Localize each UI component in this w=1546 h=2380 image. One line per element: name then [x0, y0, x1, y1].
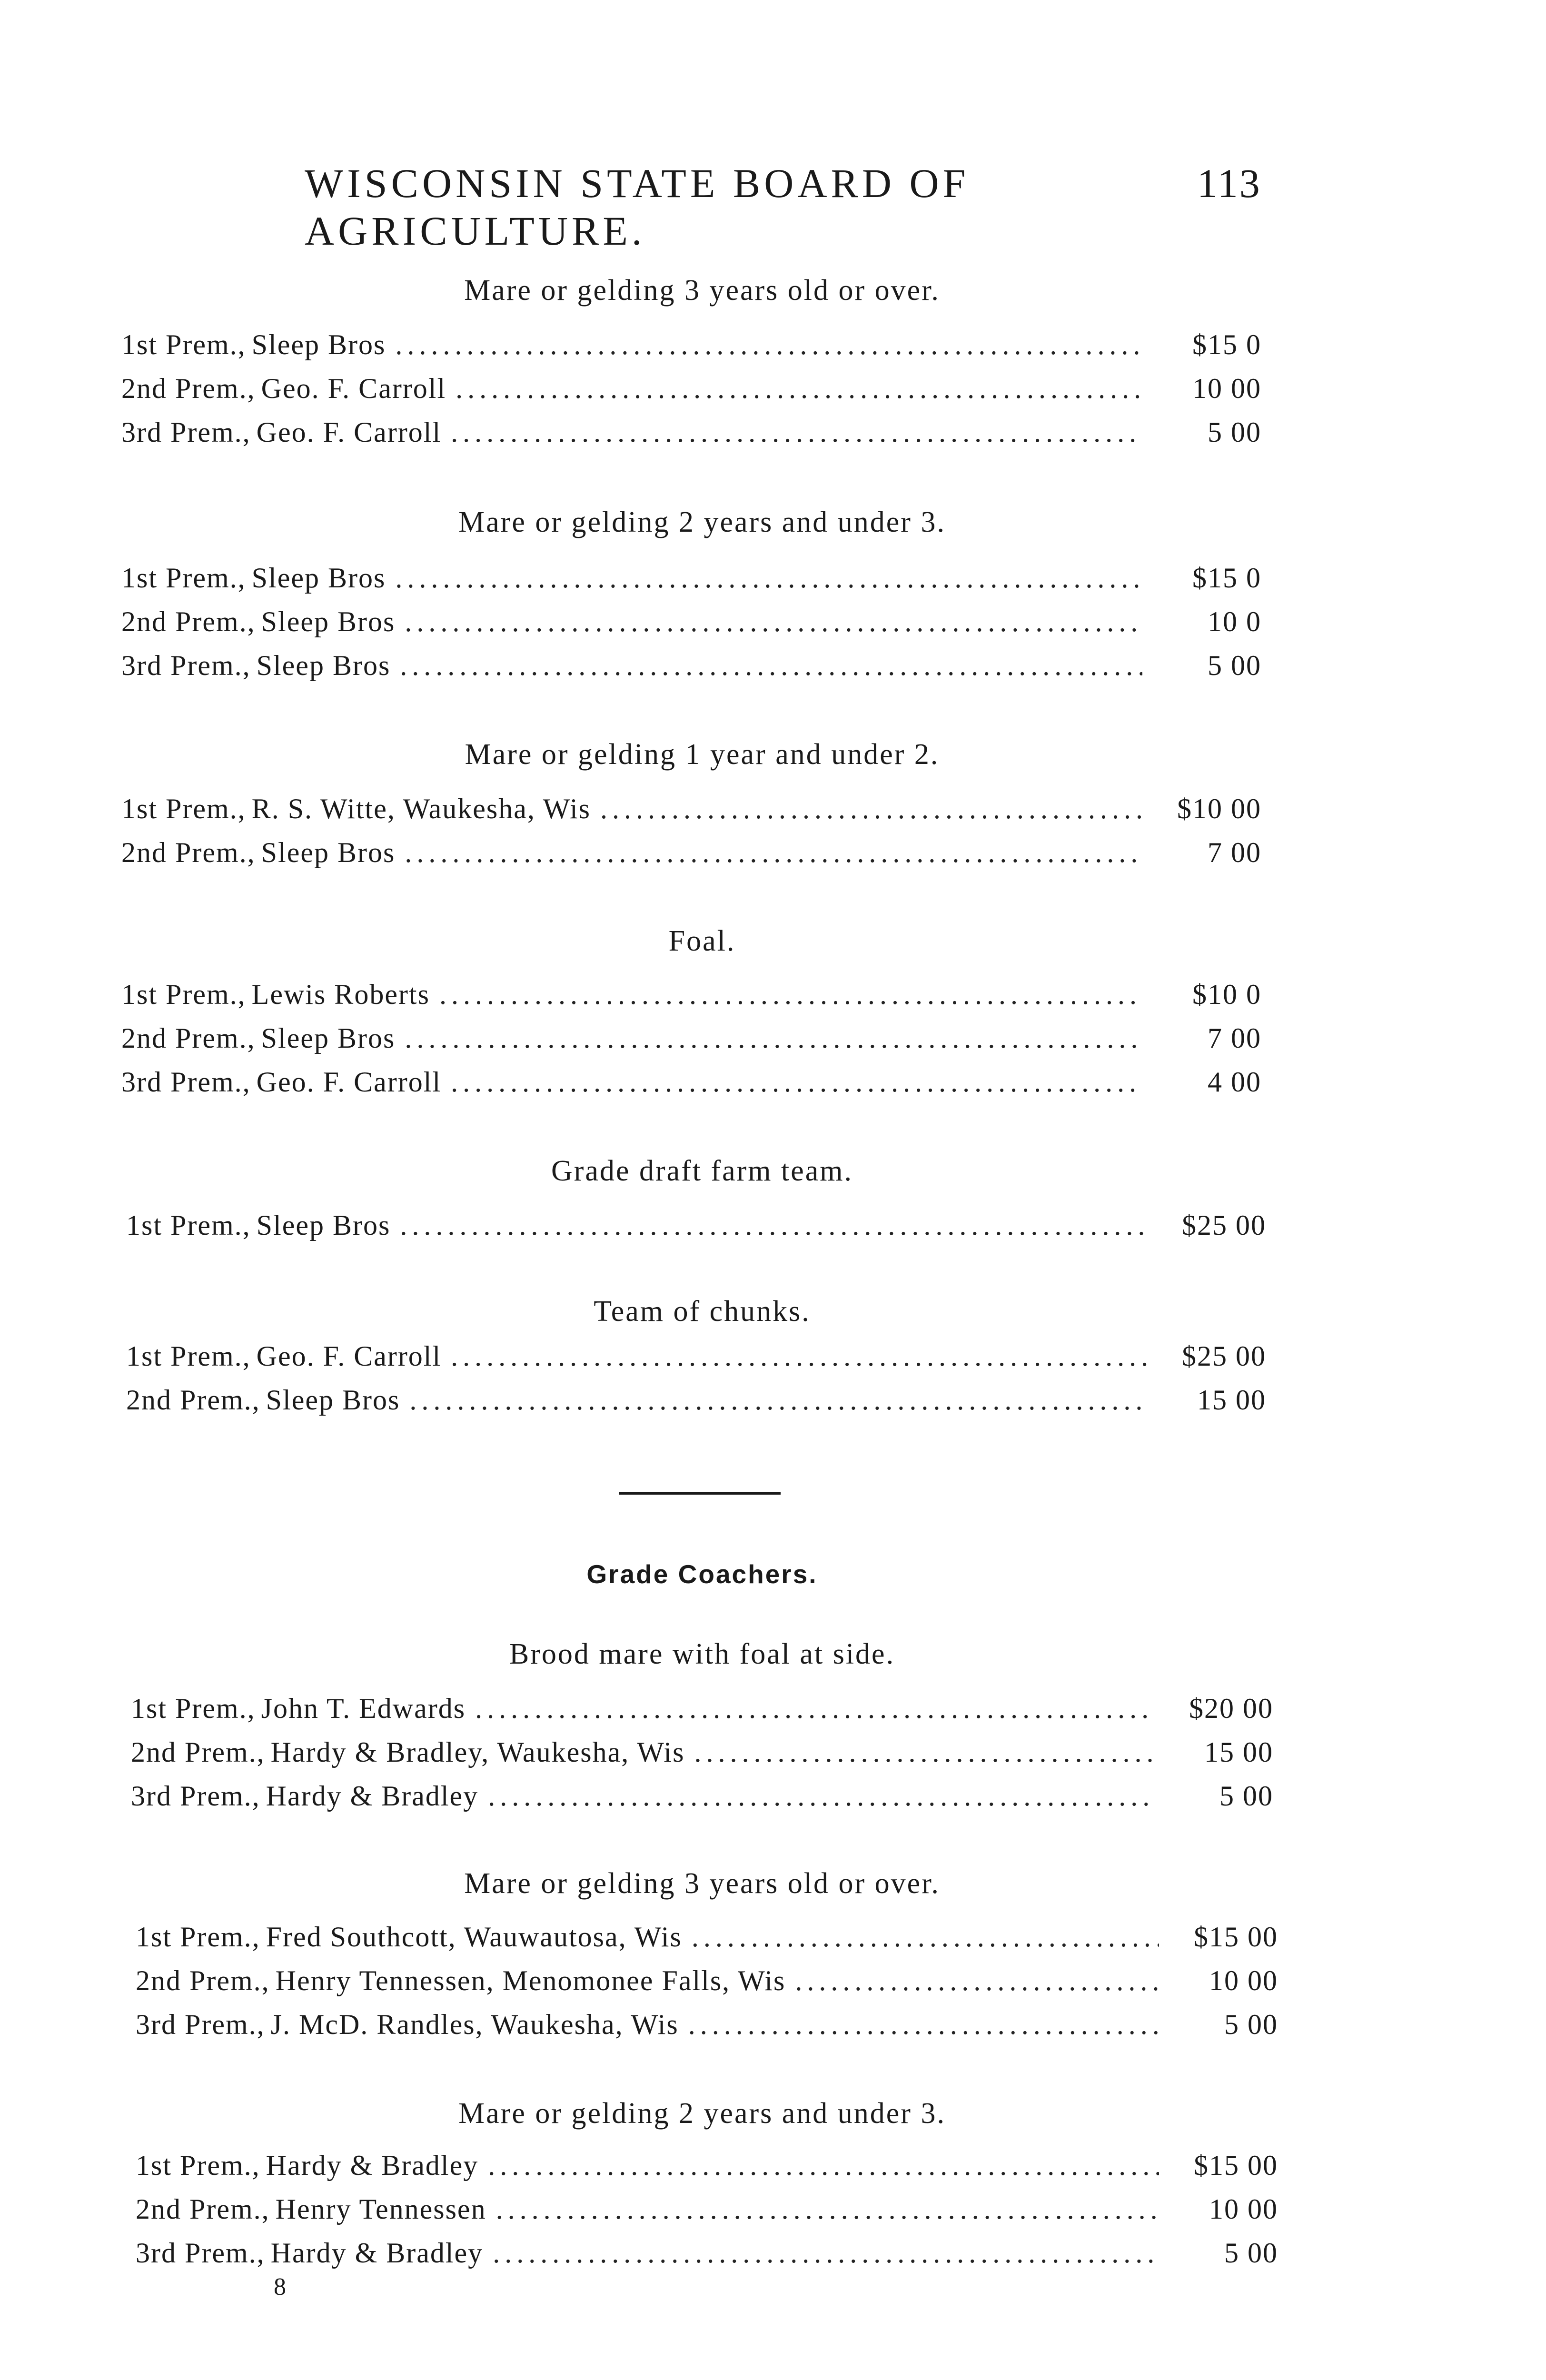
- premium-rank: 1st Prem.,: [126, 1210, 251, 1241]
- exhibitor-name: Sleep Bros: [256, 1210, 391, 1241]
- premium-amount: $25 00: [1182, 1340, 1266, 1372]
- dot-leader: [688, 2008, 1159, 2041]
- premium-entry: [121, 1022, 1261, 1055]
- premium-amount: $15 00: [1194, 2150, 1278, 2181]
- exhibitor-name: Henry Tennessen: [275, 2193, 486, 2225]
- exhibitor-name: Hardy & Bradley, Waukesha, Wis: [270, 1736, 685, 1768]
- premium-entry: [136, 1921, 1278, 1954]
- premium-entry: [136, 2237, 1278, 2270]
- exhibitor-name: Sleep Bros: [251, 329, 386, 360]
- premium-entry: [131, 1780, 1273, 1813]
- dot-leader: [395, 562, 1142, 595]
- premium-amount: 15 00: [1204, 1736, 1273, 1768]
- running-head-title: WISCONSIN STATE BOARD OF AGRICULTURE.: [305, 160, 970, 254]
- section-heading: Brood mare with foal at side.: [509, 1638, 895, 1670]
- exhibitor-name: Geo. F. Carroll: [261, 373, 446, 404]
- premium-entry: [121, 836, 1261, 869]
- premium-rank: 3rd Prem.,: [121, 1066, 251, 1098]
- exhibitor-name: Hardy & Bradley: [270, 2237, 484, 2269]
- exhibitor-name: Sleep Bros: [266, 1384, 400, 1416]
- premium-amount: $10 00: [1177, 793, 1261, 824]
- exhibitor-name: Sleep Bros: [251, 562, 386, 594]
- dot-leader: [439, 978, 1142, 1011]
- premium-amount: 7 00: [1208, 837, 1261, 868]
- dot-leader: [475, 1692, 1154, 1725]
- premium-amount: 5 00: [1219, 1780, 1273, 1812]
- premium-amount: 5 00: [1208, 650, 1261, 681]
- section-heading: Mare or gelding 1 year and under 2.: [465, 738, 940, 771]
- dot-leader: [405, 605, 1142, 638]
- premium-amount: 5 00: [1208, 416, 1261, 448]
- dot-leader: [795, 1964, 1159, 1997]
- premium-rank: 2nd Prem.,: [131, 1736, 265, 1768]
- exhibitor-name: Sleep Bros: [261, 606, 396, 637]
- dot-leader: [405, 1022, 1142, 1055]
- premium-amount: 7 00: [1208, 1022, 1261, 1054]
- dot-leader: [400, 649, 1142, 682]
- premium-amount: 10 00: [1209, 2193, 1278, 2225]
- premium-rank: 2nd Prem.,: [121, 606, 256, 637]
- premium-entry: [136, 2193, 1278, 2226]
- premium-entry: [121, 793, 1261, 825]
- premium-entry: [136, 2008, 1278, 2041]
- section-heading: Mare or gelding 2 years and under 3.: [458, 2097, 946, 2130]
- exhibitor-name: Hardy & Bradley: [266, 1780, 479, 1812]
- premium-entry: [136, 2149, 1278, 2182]
- premium-amount: 5 00: [1224, 2237, 1278, 2269]
- premium-amount: 4 00: [1208, 1066, 1261, 1098]
- premium-rank: 2nd Prem.,: [121, 373, 256, 404]
- premium-amount: 5 00: [1224, 2009, 1278, 2040]
- premium-rank: 1st Prem.,: [121, 979, 246, 1010]
- premium-amount: $10 0: [1192, 979, 1261, 1010]
- section-heading: Grade draft farm team.: [551, 1155, 853, 1187]
- premium-rank: 2nd Prem.,: [136, 2193, 270, 2225]
- premium-rank: 1st Prem.,: [121, 329, 246, 360]
- dot-leader: [692, 1921, 1159, 1954]
- exhibitor-name: Lewis Roberts: [251, 979, 430, 1010]
- premium-entry: [126, 1340, 1266, 1373]
- premium-amount: 10 0: [1208, 606, 1261, 637]
- dot-leader: [409, 1384, 1147, 1417]
- dot-leader: [400, 1209, 1147, 1242]
- dot-leader: [395, 328, 1142, 361]
- section-divider: [619, 1492, 781, 1495]
- exhibitor-name: Sleep Bros: [261, 837, 396, 868]
- dot-leader: [488, 2149, 1159, 2182]
- premium-entry: [121, 416, 1261, 449]
- exhibitor-name: John T. Edwards: [261, 1693, 466, 1724]
- premium-entry: [126, 1209, 1266, 1242]
- premium-entry: [121, 978, 1261, 1011]
- premium-entry: [131, 1736, 1273, 1769]
- dot-leader: [694, 1736, 1154, 1769]
- exhibitor-name: Geo. F. Carroll: [256, 1066, 442, 1098]
- premium-rank: 3rd Prem.,: [121, 650, 251, 681]
- dot-leader: [600, 793, 1142, 825]
- section-heading: Mare or gelding 2 years and under 3.: [458, 506, 946, 538]
- exhibitor-name: J. McD. Randles, Waukesha, Wis: [270, 2009, 679, 2040]
- dot-leader: [493, 2237, 1159, 2270]
- premium-rank: 3rd Prem.,: [136, 2009, 265, 2040]
- premium-amount: $20 00: [1189, 1693, 1273, 1724]
- premium-entry: [121, 649, 1261, 682]
- section-heading: Foal.: [668, 925, 736, 957]
- page-number: 113: [1197, 160, 1261, 206]
- exhibitor-name: Sleep Bros: [256, 650, 391, 681]
- premium-entry: [126, 1384, 1266, 1417]
- premium-amount: 10 00: [1209, 1965, 1278, 1996]
- premium-rank: 2nd Prem.,: [121, 837, 256, 868]
- premium-rank: 3rd Prem.,: [131, 1780, 260, 1812]
- premium-amount: $15 0: [1192, 562, 1261, 594]
- premium-rank: 2nd Prem.,: [121, 1022, 256, 1054]
- premium-rank: 1st Prem.,: [136, 1921, 260, 1953]
- section-heading: Mare or gelding 3 years old or over.: [464, 274, 940, 307]
- exhibitor-name: Hardy & Bradley: [266, 2150, 479, 2181]
- premium-entry: [121, 372, 1261, 405]
- premium-amount: $15 00: [1194, 1921, 1278, 1953]
- premium-rank: 2nd Prem.,: [136, 1965, 270, 1996]
- premium-rank: 3rd Prem.,: [136, 2237, 265, 2269]
- premium-entry: [121, 562, 1261, 595]
- premium-amount: $25 00: [1182, 1210, 1266, 1241]
- section-heading: Mare or gelding 3 years old or over.: [464, 1867, 940, 1900]
- dot-leader: [456, 372, 1142, 405]
- exhibitor-name: R. S. Witte, Waukesha, Wis: [251, 793, 591, 824]
- group-heading: Grade Coachers.: [586, 1559, 818, 1589]
- premium-rank: 1st Prem.,: [121, 562, 246, 594]
- premium-rank: 1st Prem.,: [136, 2150, 260, 2181]
- premium-amount: $15 0: [1192, 329, 1261, 360]
- premium-rank: 2nd Prem.,: [126, 1384, 260, 1416]
- dot-leader: [451, 416, 1142, 449]
- premium-rank: 1st Prem.,: [126, 1340, 251, 1372]
- premium-rank: 1st Prem.,: [121, 793, 246, 824]
- dot-leader: [405, 836, 1142, 869]
- premium-entry: [136, 1964, 1278, 1997]
- dot-leader: [451, 1340, 1147, 1373]
- dot-leader: [451, 1066, 1142, 1099]
- exhibitor-name: Geo. F. Carroll: [256, 1340, 442, 1372]
- premium-entry: [121, 328, 1261, 361]
- signature-mark: 8: [274, 2273, 286, 2301]
- premium-amount: 15 00: [1197, 1384, 1266, 1416]
- exhibitor-name: Fred Southcott, Wauwautosa, Wis: [266, 1921, 682, 1953]
- premium-rank: 1st Prem.,: [131, 1693, 256, 1724]
- dot-leader: [496, 2193, 1159, 2226]
- premium-entry: [121, 1066, 1261, 1099]
- premium-entry: [121, 605, 1261, 638]
- section-heading: Team of chunks.: [594, 1295, 811, 1328]
- exhibitor-name: Geo. F. Carroll: [256, 416, 442, 448]
- dot-leader: [488, 1780, 1154, 1813]
- exhibitor-name: Henry Tennessen, Menomonee Falls, Wis: [275, 1965, 786, 1996]
- premium-amount: 10 00: [1192, 373, 1261, 404]
- premium-rank: 3rd Prem.,: [121, 416, 251, 448]
- exhibitor-name: Sleep Bros: [261, 1022, 396, 1054]
- premium-entry: [131, 1692, 1273, 1725]
